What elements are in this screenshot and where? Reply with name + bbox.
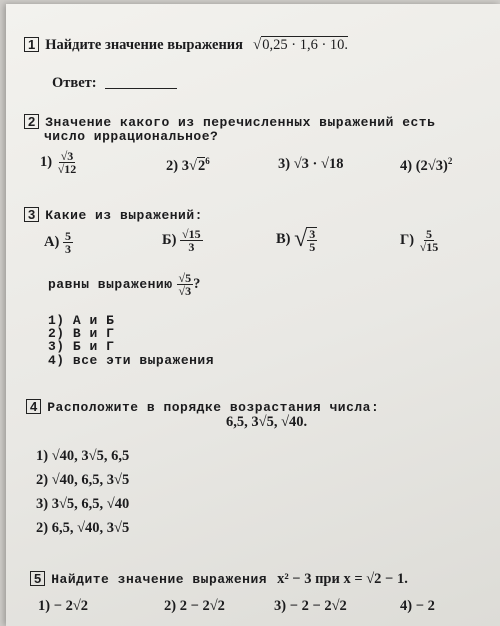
question-number: 2 <box>24 114 39 129</box>
option-4[interactable]: 4) $(2√3)^2$ <box>400 156 453 174</box>
answer-option[interactable]: 3) Б и Г <box>48 339 115 354</box>
question-number: 1 <box>24 37 39 52</box>
answer-option[interactable]: 1) − 2√2 <box>38 598 89 614</box>
question-text: Расположите в порядке возрастания числа: <box>47 400 380 415</box>
option-2[interactable]: 2) $3√2^6$ <box>166 156 210 174</box>
fraction: $\frac{√3}{√12}$ <box>57 149 77 176</box>
option-3[interactable]: 3) √3 · √18 <box>278 156 344 172</box>
option-label: 1) <box>40 153 53 170</box>
question-4 <box>26 398 379 416</box>
answer-option[interactable]: 2) В и Г <box>48 326 115 341</box>
answer-option[interactable]: 2) 6,5, √40, 3√5 <box>36 520 130 536</box>
answer-option[interactable]: 3) 3√5, 6,5, √40 <box>36 496 130 512</box>
answer-row <box>52 74 177 92</box>
answer-blank[interactable] <box>105 88 177 89</box>
question-number: 4 <box>26 399 41 414</box>
equal-to-row: равны выражению $\frac{√5}{√3}$ ? <box>48 271 201 298</box>
root-sign: √ <box>253 37 262 53</box>
fraction: $\frac{√5}{√3}$ <box>178 271 192 298</box>
answer-label: Ответ: <box>52 75 97 91</box>
question-5 <box>30 570 408 588</box>
radicand: 0,25 · 1,6 · 10. <box>262 37 349 53</box>
answer-option[interactable]: 4) все эти выражения <box>48 353 215 368</box>
option-b[interactable]: Б) $\frac{√15}{3}$ <box>162 227 201 254</box>
option-a[interactable]: А) $\frac{5}{3}$ <box>44 229 71 256</box>
option-g[interactable]: Г) $\frac{5}{√15}$ <box>400 227 439 254</box>
question-text: Какие из выражений: <box>45 208 203 223</box>
question-number: 5 <box>30 571 45 586</box>
question-text-line2: число иррациональное? <box>44 129 219 144</box>
question-text: Найдите значение выражения <box>45 37 244 53</box>
answer-option[interactable]: 3) − 2 − 2√2 <box>274 598 347 614</box>
answer-option[interactable]: 2) √40, 6,5, 3√5 <box>36 472 130 488</box>
expression: x² − 3 при x = √2 − 1. <box>277 571 408 587</box>
answer-option[interactable]: 4) − 2 <box>400 598 435 614</box>
question-3 <box>24 206 203 224</box>
question-text: Найдите значение выражения <box>51 572 268 587</box>
answer-option[interactable]: 1) √40, 3√5, 6,5 <box>36 448 130 464</box>
question-number: 3 <box>24 207 39 222</box>
answer-option[interactable]: 2) 2 − 2√2 <box>164 598 225 614</box>
worksheet-page <box>6 4 500 626</box>
question-1 <box>24 36 348 54</box>
question-text-line1: Значение какого из перечисленных выражений есть <box>45 115 436 130</box>
answer-option[interactable]: 1) А и Б <box>48 313 115 328</box>
option-1[interactable] <box>40 150 78 175</box>
option-v[interactable]: В) √ $\frac{3}{5}$ <box>276 226 316 254</box>
numbers-list: 6,5, 3√5, √40. <box>226 414 308 430</box>
